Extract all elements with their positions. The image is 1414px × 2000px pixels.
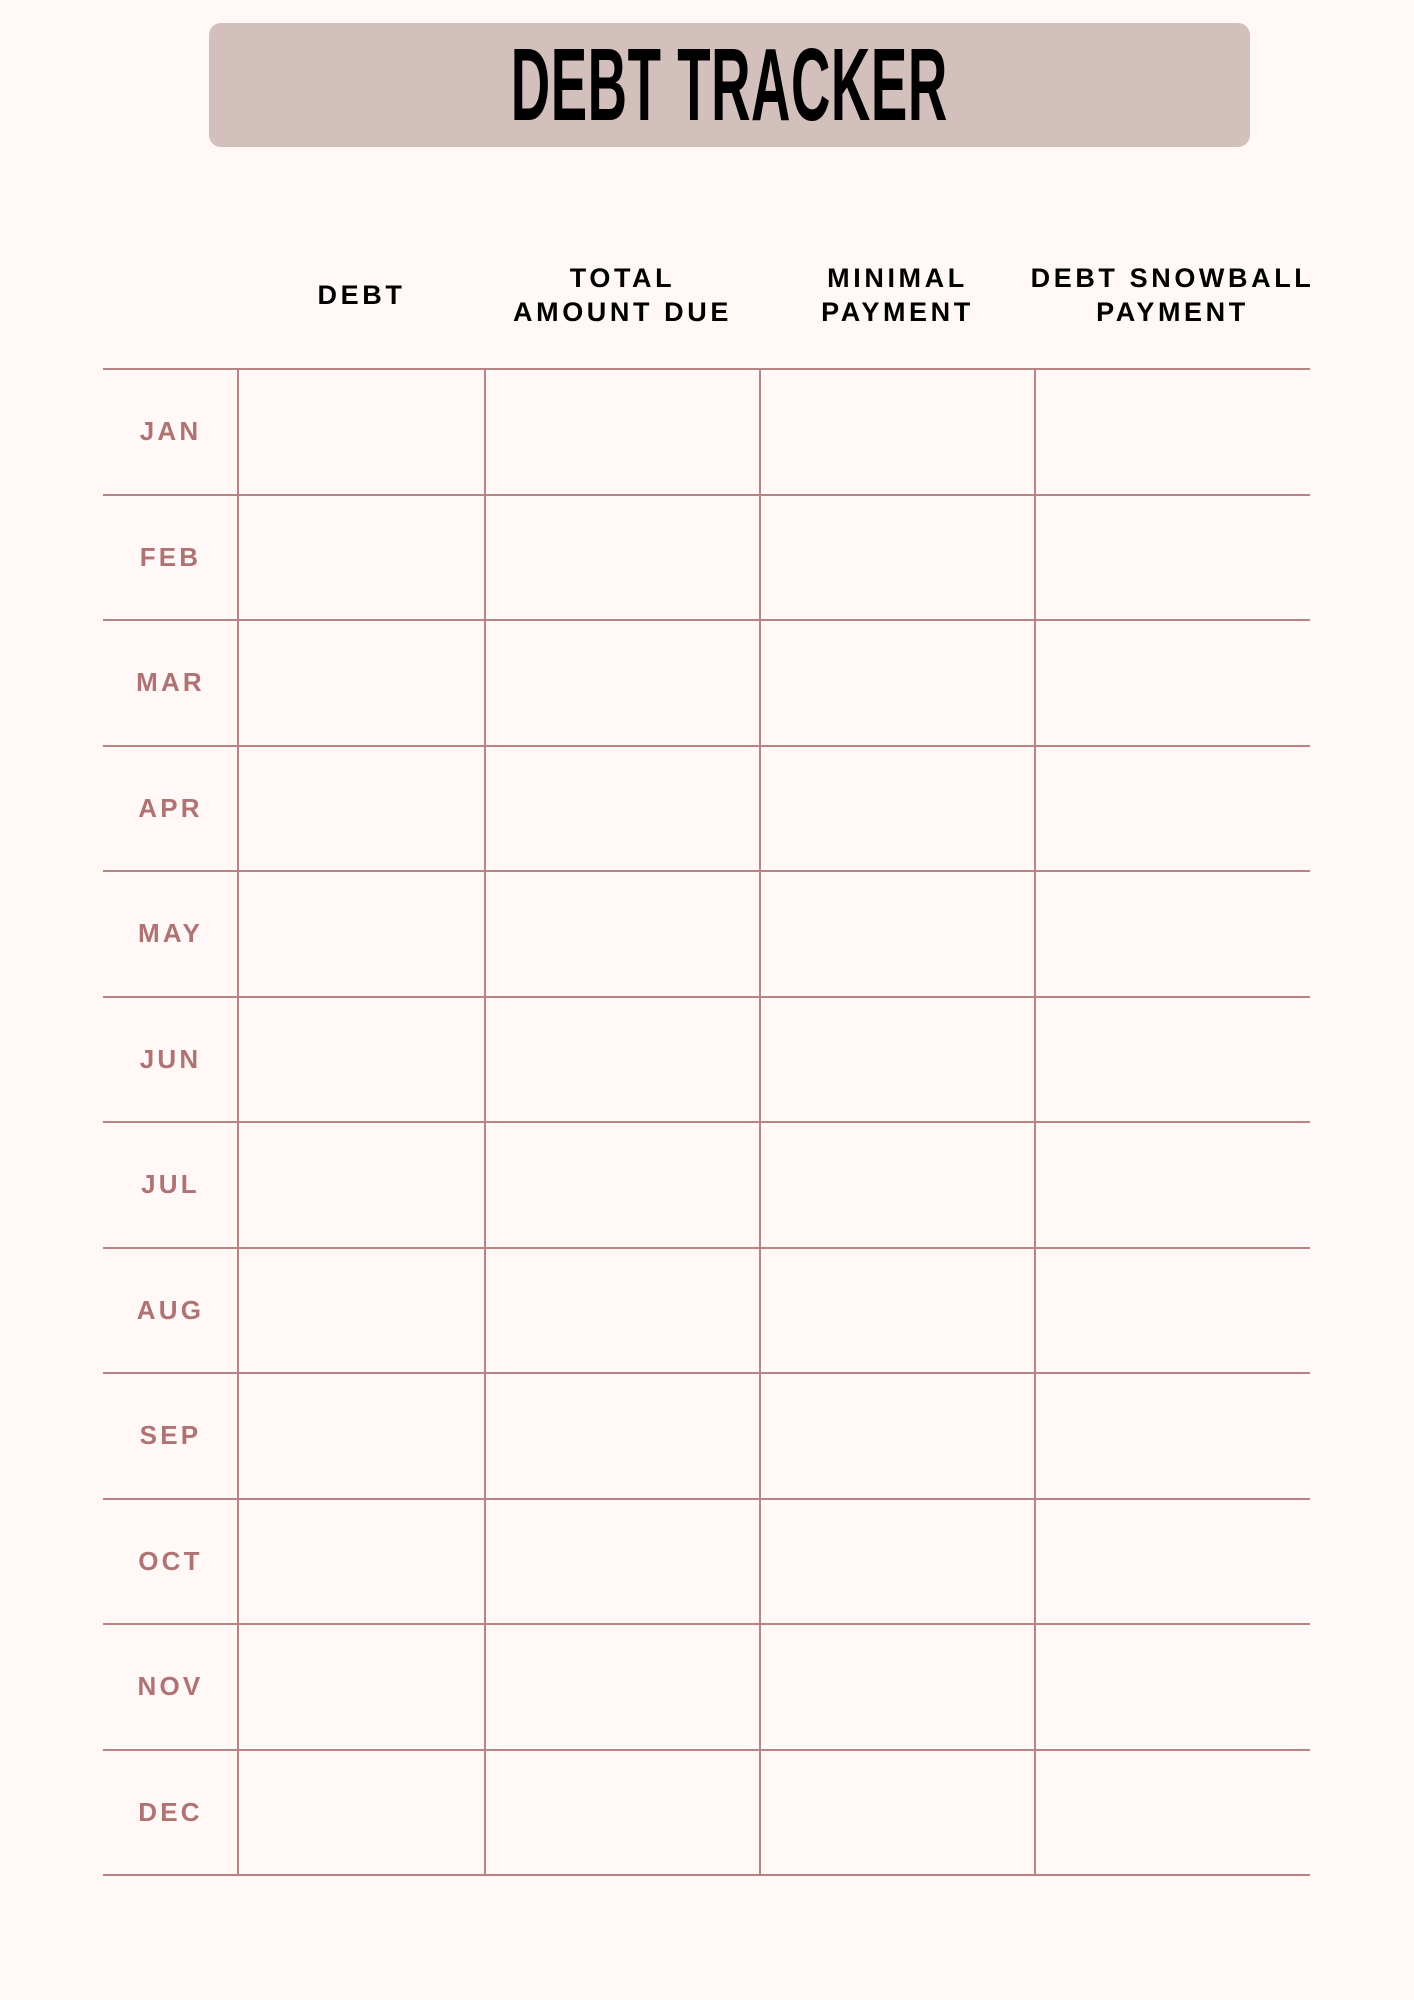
debt-snowball-payment-cell[interactable] bbox=[1036, 999, 1310, 1121]
debt-snowball-payment-cell[interactable] bbox=[1036, 1501, 1310, 1623]
month-label: JAN bbox=[139, 416, 202, 447]
total-amount-due-cell[interactable] bbox=[486, 1501, 759, 1623]
total-amount-due-cell[interactable] bbox=[486, 497, 759, 619]
month-label: APR bbox=[138, 792, 203, 823]
column-header-line: DEBT SNOWBALL bbox=[1030, 263, 1315, 293]
column-header-line: PAYMENT bbox=[821, 297, 974, 327]
total-amount-due-cell[interactable] bbox=[486, 748, 759, 870]
minimal-payment-cell[interactable] bbox=[761, 748, 1034, 870]
column-header-total-amount-due bbox=[485, 258, 760, 332]
table-row bbox=[103, 495, 1310, 621]
debt-cell[interactable] bbox=[239, 1124, 484, 1246]
debt-cell[interactable] bbox=[239, 1250, 484, 1372]
column-header-line: PAYMENT bbox=[1096, 297, 1249, 327]
month-label: DEC bbox=[138, 1796, 203, 1827]
debt-cell[interactable] bbox=[239, 873, 484, 995]
debt-cell[interactable] bbox=[239, 999, 484, 1121]
debt-snowball-payment-cell[interactable] bbox=[1036, 873, 1310, 995]
debt-cell[interactable] bbox=[239, 371, 484, 493]
total-amount-due-cell[interactable] bbox=[486, 873, 759, 995]
month-label: OCT bbox=[138, 1545, 203, 1576]
debt-snowball-payment-cell[interactable] bbox=[1036, 497, 1310, 619]
debt-snowball-payment-cell[interactable] bbox=[1036, 1375, 1310, 1497]
debt-cell[interactable] bbox=[239, 622, 484, 744]
column-header-line: DEBT bbox=[317, 280, 406, 310]
table-row bbox=[103, 746, 1310, 872]
column-header-line: AMOUNT DUE bbox=[513, 297, 732, 327]
page-title-wrap bbox=[209, 27, 1250, 168]
debt-cell[interactable] bbox=[239, 1626, 484, 1748]
table-row bbox=[103, 1122, 1310, 1248]
month-label: SEP bbox=[139, 1420, 202, 1451]
table-row bbox=[103, 1373, 1310, 1499]
month-label: NOV bbox=[137, 1671, 204, 1702]
minimal-payment-cell[interactable] bbox=[761, 1501, 1034, 1623]
debt-cell[interactable] bbox=[239, 1375, 484, 1497]
total-amount-due-cell[interactable] bbox=[486, 1250, 759, 1372]
debt-cell[interactable] bbox=[239, 1752, 484, 1874]
minimal-payment-cell[interactable] bbox=[761, 497, 1034, 619]
column-header-minimal-payment bbox=[760, 258, 1035, 332]
debt-snowball-payment-cell[interactable] bbox=[1036, 1124, 1310, 1246]
month-label: JUN bbox=[139, 1043, 202, 1074]
month-label: FEB bbox=[139, 541, 202, 572]
minimal-payment-cell[interactable] bbox=[761, 1124, 1034, 1246]
table-row bbox=[103, 997, 1310, 1123]
minimal-payment-cell[interactable] bbox=[761, 371, 1034, 493]
table-row bbox=[103, 1624, 1310, 1750]
total-amount-due-cell[interactable] bbox=[486, 371, 759, 493]
column-header-line: TOTAL bbox=[569, 263, 676, 293]
total-amount-due-cell[interactable] bbox=[486, 1752, 759, 1874]
total-amount-due-cell[interactable] bbox=[486, 622, 759, 744]
title-banner bbox=[209, 23, 1250, 147]
minimal-payment-cell[interactable] bbox=[761, 1626, 1034, 1748]
month-label: AUG bbox=[136, 1294, 205, 1325]
column-header-line: MINIMAL bbox=[827, 263, 968, 293]
total-amount-due-cell[interactable] bbox=[486, 1626, 759, 1748]
table-row bbox=[103, 620, 1310, 746]
page-title: DEBT TRACKER bbox=[510, 27, 948, 142]
table-row bbox=[103, 1499, 1310, 1625]
table-row bbox=[103, 369, 1310, 495]
debt-snowball-payment-cell[interactable] bbox=[1036, 371, 1310, 493]
total-amount-due-cell[interactable] bbox=[486, 1375, 759, 1497]
minimal-payment-cell[interactable] bbox=[761, 1375, 1034, 1497]
month-label: JUL bbox=[141, 1169, 200, 1200]
debt-snowball-payment-cell[interactable] bbox=[1036, 748, 1310, 870]
debt-cell[interactable] bbox=[239, 748, 484, 870]
minimal-payment-cell[interactable] bbox=[761, 999, 1034, 1121]
table-row bbox=[103, 1248, 1310, 1374]
total-amount-due-cell[interactable] bbox=[486, 999, 759, 1121]
debt-snowball-payment-cell[interactable] bbox=[1036, 622, 1310, 744]
debt-snowball-payment-cell[interactable] bbox=[1036, 1626, 1310, 1748]
table-row bbox=[103, 1750, 1310, 1876]
debt-snowball-payment-cell[interactable] bbox=[1036, 1250, 1310, 1372]
minimal-payment-cell[interactable] bbox=[761, 1250, 1034, 1372]
debt-cell[interactable] bbox=[239, 497, 484, 619]
minimal-payment-cell[interactable] bbox=[761, 873, 1034, 995]
month-label: MAY bbox=[138, 918, 203, 949]
minimal-payment-cell[interactable] bbox=[761, 622, 1034, 744]
total-amount-due-cell[interactable] bbox=[486, 1124, 759, 1246]
debt-cell[interactable] bbox=[239, 1501, 484, 1623]
table-row bbox=[103, 871, 1310, 997]
minimal-payment-cell[interactable] bbox=[761, 1752, 1034, 1874]
debt-snowball-payment-cell[interactable] bbox=[1036, 1752, 1310, 1874]
month-label: MAR bbox=[136, 667, 205, 698]
column-header-debt bbox=[238, 258, 485, 332]
column-header-debt-snowball-payment bbox=[1030, 258, 1315, 332]
